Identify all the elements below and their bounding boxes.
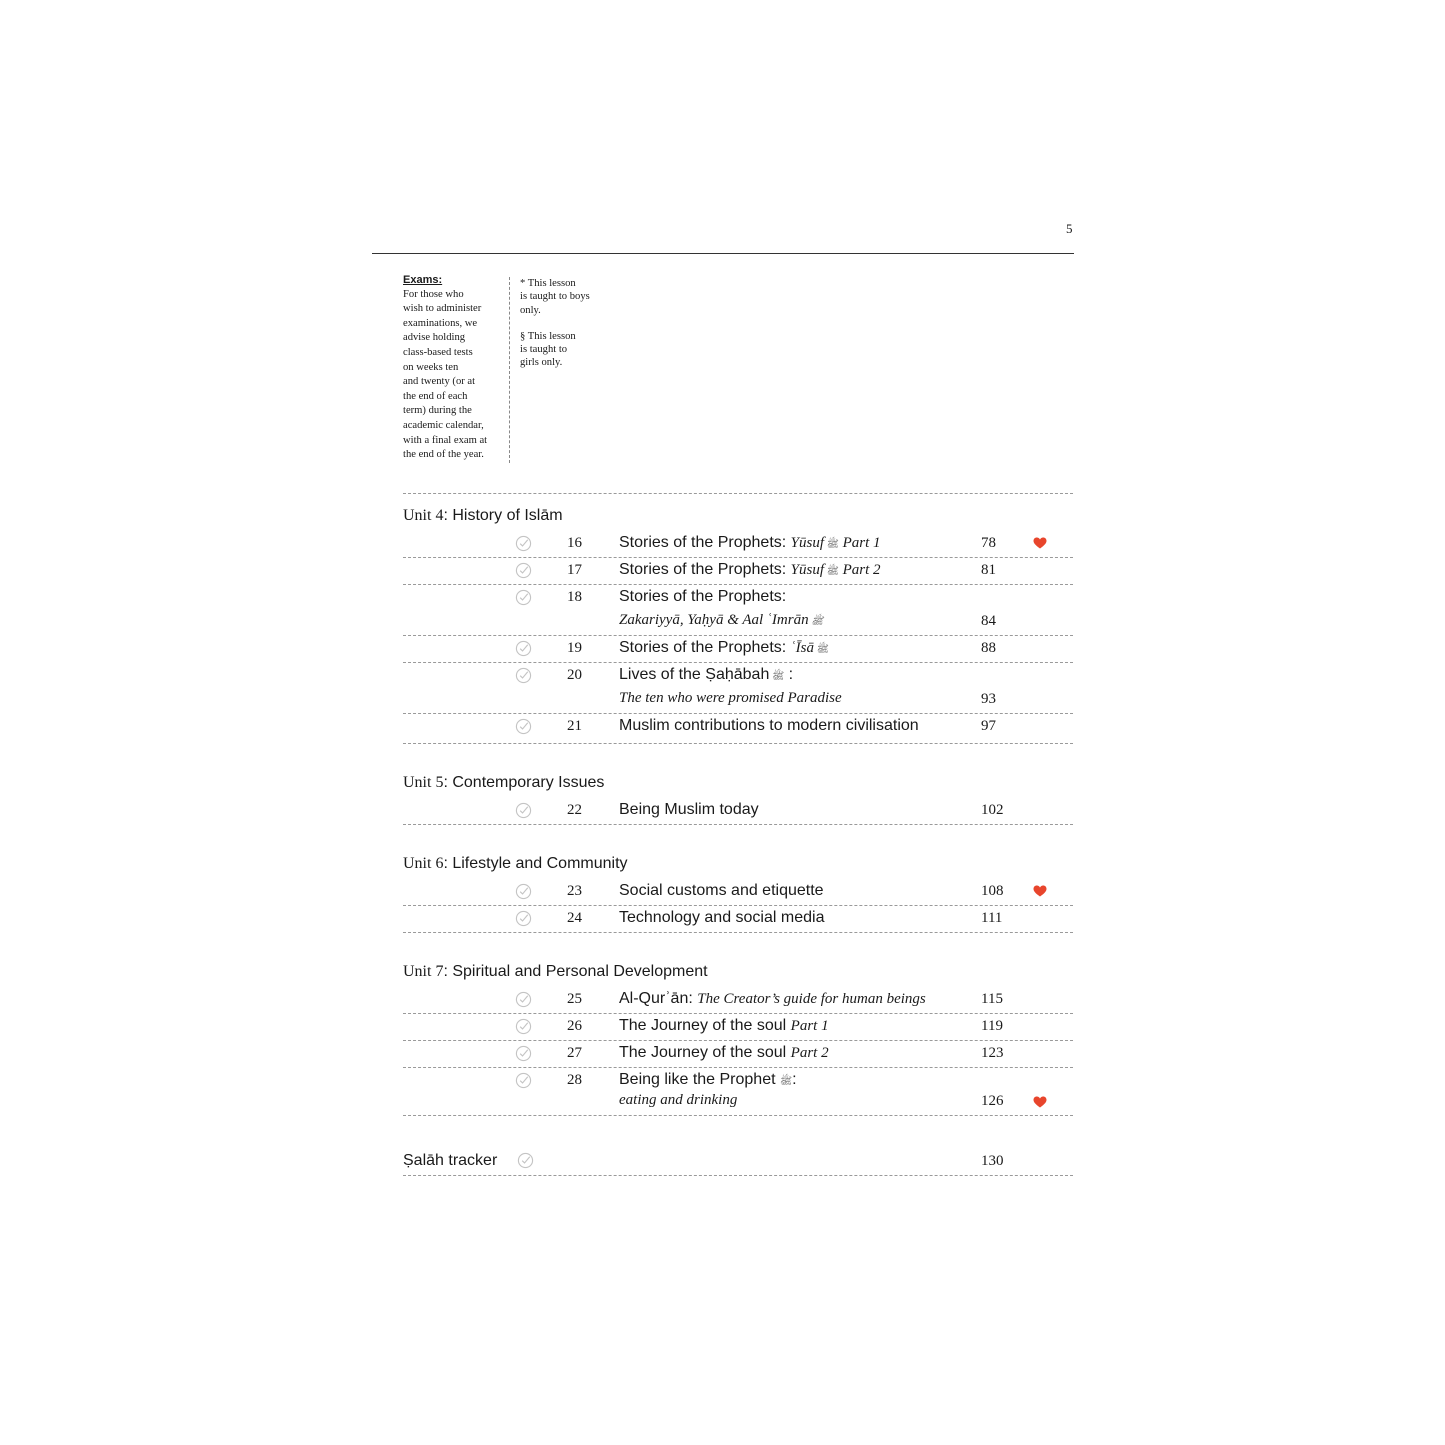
salah-tracker-label: Ṣalāh tracker (403, 1152, 498, 1169)
lesson-title (619, 639, 829, 657)
lesson-number: 25 (567, 991, 582, 1007)
lesson-title-italic: Yūsuf (790, 535, 825, 551)
honorific-glyph: ﷺ (824, 539, 839, 550)
lesson-title (619, 990, 926, 1008)
lesson-title-text: Stories of the Prophets: (619, 534, 791, 551)
lesson-page-number: 102 (981, 802, 1004, 818)
lesson-title (619, 1044, 829, 1062)
lesson-number: 27 (567, 1045, 582, 1061)
checkmark-circle-icon[interactable] (517, 1152, 534, 1169)
checkmark-circle-icon[interactable] (515, 883, 532, 900)
lesson-title-italic: ʿĪsā (790, 640, 814, 656)
lesson-title (619, 717, 919, 735)
lesson-row[interactable] (403, 587, 1073, 635)
honorific-glyph: ﷺ (808, 616, 824, 627)
lesson-title-text: Stories of the Prophets: (619, 639, 791, 656)
checkmark-circle-icon[interactable] (515, 1018, 532, 1035)
lesson-page-number: 115 (981, 991, 1003, 1007)
lesson-number: 16 (567, 535, 582, 551)
lesson-row[interactable] (403, 1070, 1073, 1115)
checkmark-circle-icon[interactable] (515, 802, 532, 819)
divider-line (403, 1013, 1073, 1014)
lesson-title (619, 588, 786, 606)
note-divider (509, 277, 510, 463)
divider-line (403, 1040, 1073, 1041)
checkmark-circle-icon[interactable] (515, 1045, 532, 1062)
lesson-title-text: Being like the Prophet (619, 1071, 780, 1088)
lesson-part-label: Part 1 (838, 535, 881, 551)
checkmark-circle-icon[interactable] (515, 667, 532, 684)
lesson-title-text: Being Muslim today (619, 801, 759, 818)
exams-title: Exams: (403, 274, 443, 286)
lesson-row[interactable] (403, 1043, 1073, 1067)
lesson-subtitle: Zakariyyā, Yaḥyā & Aal ʿImrān ﷺ (619, 612, 824, 628)
lesson-number: 20 (567, 667, 582, 683)
lesson-page-number: 126 (981, 1093, 1004, 1109)
lesson-row[interactable] (403, 665, 1073, 713)
divider-line (403, 635, 1073, 636)
honorific-glyph: ﷺ (780, 1076, 793, 1087)
lesson-row[interactable] (403, 800, 1073, 824)
lesson-title-text: Al-Qurʾān: (619, 990, 698, 1007)
lesson-page-number: 84 (981, 613, 996, 629)
unit-title: : Spiritual and Personal Development (443, 963, 708, 980)
unit-heading (403, 963, 708, 981)
lesson-row[interactable] (403, 989, 1073, 1013)
unit-number: Unit 7 (403, 963, 444, 980)
lesson-title-text: Social customs and etiquette (619, 882, 824, 899)
lesson-number: 17 (567, 562, 582, 578)
checkmark-circle-icon[interactable] (515, 718, 532, 735)
lesson-title-italic: The Creator’s guide for human beings (697, 991, 926, 1007)
unit-title: : Lifestyle and Community (443, 855, 628, 872)
lesson-page-number: 111 (981, 910, 1003, 926)
lesson-number: 23 (567, 883, 582, 899)
heart-icon (1033, 537, 1047, 549)
lesson-title-suffix: : (784, 666, 794, 683)
lesson-title-text: The Journey of the soul (619, 1017, 791, 1034)
lesson-title-italic: Part 1 (790, 1018, 829, 1034)
honorific-glyph: ﷺ (813, 644, 829, 655)
checkmark-circle-icon[interactable] (515, 991, 532, 1008)
divider-line (403, 1067, 1073, 1068)
unit-title: : History of Islām (443, 507, 563, 524)
lesson-number: 21 (567, 718, 582, 734)
lesson-title-text: Stories of the Prophets: (619, 588, 787, 605)
checkmark-circle-icon[interactable] (515, 910, 532, 927)
lesson-title (619, 882, 824, 900)
unit-number: Unit 6 (403, 855, 444, 872)
lesson-row[interactable] (403, 1016, 1073, 1040)
lesson-row[interactable] (403, 908, 1073, 932)
exams-note (403, 273, 503, 463)
lesson-page-number: 123 (981, 1045, 1004, 1061)
lesson-title-text: Stories of the Prophets: (619, 561, 791, 578)
lesson-page-number: 97 (981, 718, 996, 734)
lesson-number: 19 (567, 640, 582, 656)
unit-heading (403, 774, 604, 792)
lesson-title (619, 666, 793, 684)
divider-line (403, 557, 1073, 558)
lesson-page-number: 88 (981, 640, 996, 656)
lesson-page-number: 108 (981, 883, 1004, 899)
lesson-number: 26 (567, 1018, 582, 1034)
lesson-page-number: 78 (981, 535, 996, 551)
lesson-title (619, 1017, 829, 1035)
page-number: 5 (1066, 221, 1073, 236)
lesson-page-number: 119 (981, 1018, 1003, 1034)
lesson-title-text: The Journey of the soul (619, 1044, 791, 1061)
lesson-row[interactable] (403, 638, 1073, 662)
heart-icon (1033, 885, 1047, 897)
lesson-page-number: 81 (981, 562, 996, 578)
lesson-title (619, 801, 759, 819)
unit-number: Unit 4 (403, 507, 444, 524)
lesson-title-italic: Yūsuf (790, 562, 825, 578)
salah-tracker-row[interactable] (403, 1151, 1073, 1175)
lesson-title-text: Technology and social media (619, 909, 825, 926)
lesson-title-text: Lives of the Ṣaḥābah (619, 666, 770, 683)
divider-line (403, 743, 1073, 744)
exams-text: For those who wish to administer examinations, we advise holding class-based tests on weeks ten and twenty (or at the end of each term) during the academic calendar, with a final exam at the end of the year. (403, 288, 488, 461)
checkmark-circle-icon[interactable] (515, 562, 532, 579)
lesson-title-suffix: : (792, 1071, 797, 1088)
checkmark-circle-icon[interactable] (515, 535, 532, 552)
divider-line (403, 905, 1073, 906)
unit-heading (403, 855, 628, 873)
divider-line (403, 584, 1073, 585)
lesson-title (619, 909, 824, 927)
header-rule (372, 253, 1074, 254)
lesson-page-number: 93 (981, 691, 996, 707)
checkmark-circle-icon[interactable] (515, 1072, 532, 1089)
divider-line (403, 493, 1073, 494)
lesson-row[interactable] (403, 533, 1073, 557)
lesson-row[interactable] (403, 881, 1073, 905)
lesson-part-label: Part 2 (838, 562, 881, 578)
unit-number: Unit 5 (403, 774, 444, 791)
lesson-subtitle: eating and drinking (619, 1092, 738, 1108)
salah-tracker-page: 130 (981, 1153, 1004, 1169)
lesson-number: 18 (567, 589, 582, 605)
lesson-number: 28 (567, 1072, 582, 1088)
lesson-title-text: Muslim contributions to modern civilisation (619, 717, 919, 734)
divider-line (403, 662, 1073, 663)
lesson-title (619, 1071, 797, 1089)
lesson-number: 24 (567, 910, 582, 926)
lesson-row[interactable] (403, 716, 1073, 743)
lesson-title-italic: Part 2 (790, 1045, 829, 1061)
divider-line (403, 932, 1073, 933)
honorific-glyph: ﷺ (769, 671, 785, 682)
lesson-legend (520, 277, 612, 383)
girls-only-note: § This lesson is taught to girls only. (520, 330, 576, 369)
checkmark-circle-icon[interactable] (515, 640, 532, 657)
unit-title: : Contemporary Issues (443, 774, 605, 791)
lesson-row[interactable] (403, 560, 1073, 584)
checkmark-circle-icon[interactable] (515, 589, 532, 606)
lesson-subtitle: The ten who were promised Paradise (619, 690, 842, 706)
lesson-title (619, 534, 881, 552)
divider-line (403, 1175, 1073, 1176)
divider-line (403, 824, 1073, 825)
lesson-number: 22 (567, 802, 582, 818)
lesson-title (619, 561, 881, 579)
honorific-glyph: ﷺ (824, 566, 839, 577)
divider-line (403, 713, 1073, 714)
unit-heading (403, 507, 563, 525)
divider-line (403, 1115, 1073, 1116)
boys-only-note: * This lesson is taught to boys only. (520, 278, 590, 316)
heart-icon (1033, 1096, 1047, 1108)
